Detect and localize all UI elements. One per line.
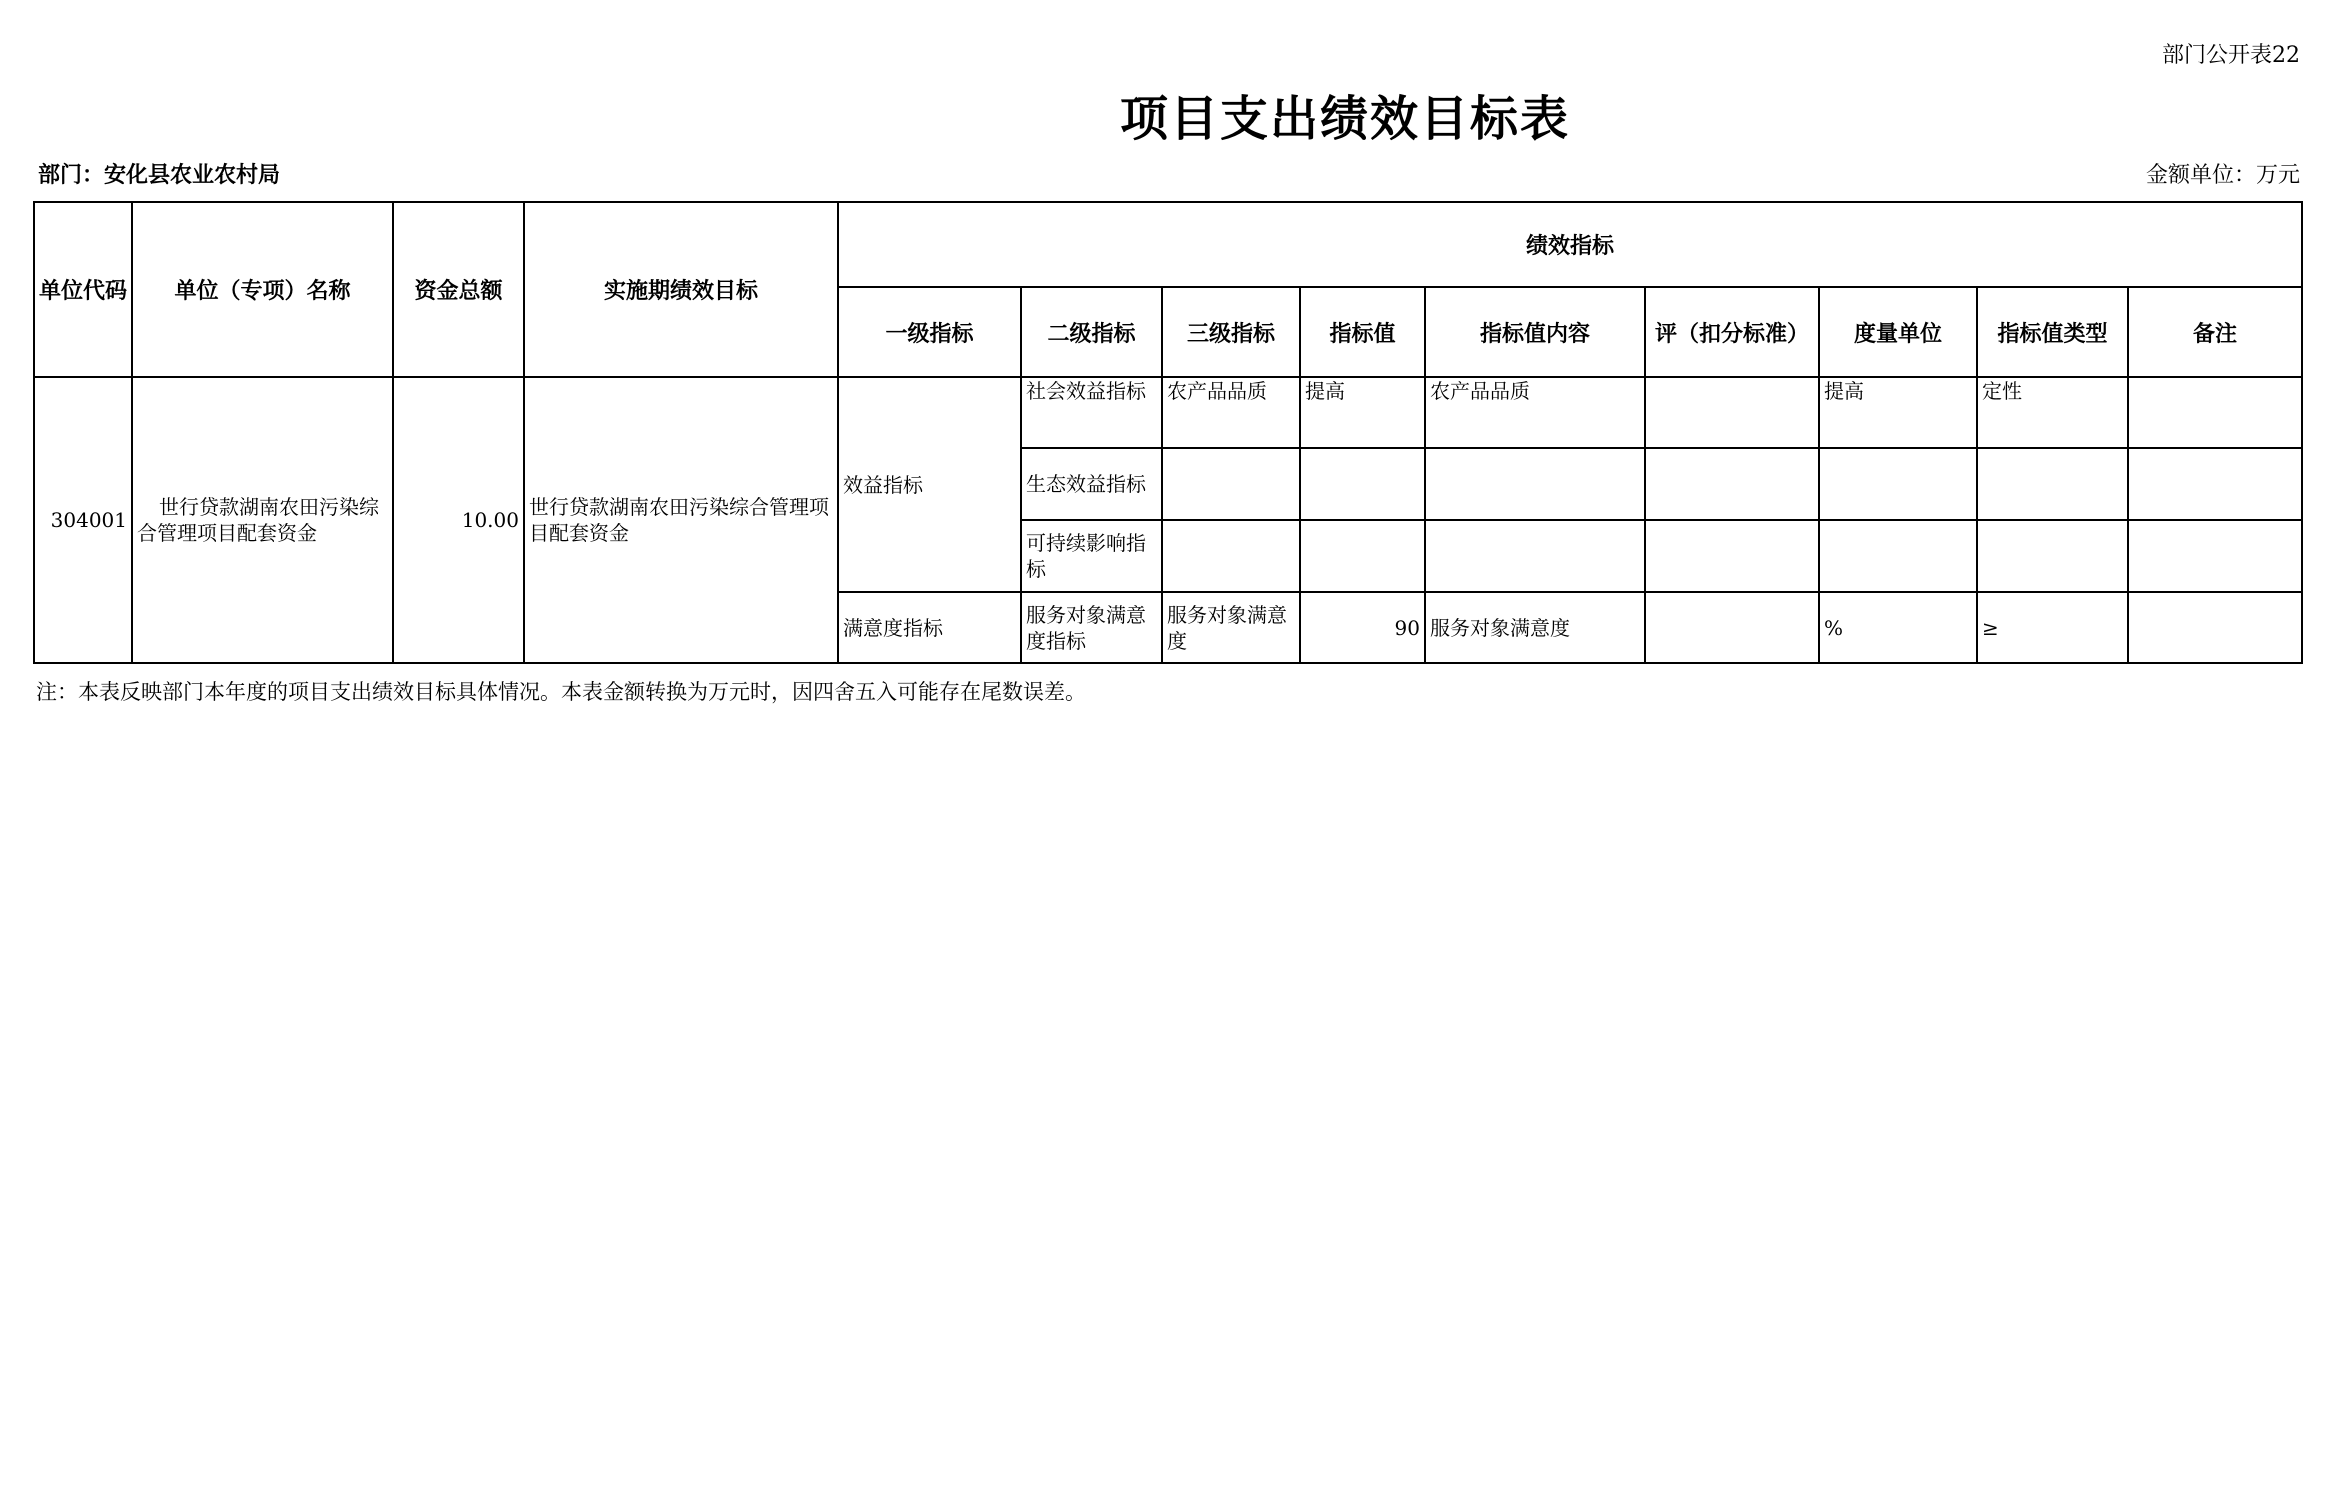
score-standard-cell bbox=[1645, 592, 1819, 663]
header-total-funds: 资金总额 bbox=[393, 202, 524, 377]
score-standard-cell bbox=[1645, 448, 1819, 520]
value-type-cell: 定性 bbox=[1977, 377, 2128, 448]
performance-table bbox=[33, 201, 2303, 664]
value-cell bbox=[1300, 448, 1425, 520]
value-content-cell bbox=[1425, 448, 1645, 520]
table-number-label: 部门公开表22 bbox=[2162, 43, 2300, 68]
level2-cell: 可持续影响指标 bbox=[1021, 520, 1162, 592]
value-cell: 提高 bbox=[1300, 377, 1425, 448]
header-value-content: 指标值内容 bbox=[1425, 287, 1645, 377]
level1-cell: 效益指标 bbox=[838, 377, 1021, 592]
header-unit-code: 单位代码 bbox=[34, 202, 132, 377]
level1-cell: 满意度指标 bbox=[838, 592, 1021, 663]
header-performance: 绩效指标 bbox=[838, 202, 2302, 287]
value-type-cell: ≥ bbox=[1977, 592, 2128, 663]
measure-unit-cell: % bbox=[1819, 592, 1977, 663]
level3-cell bbox=[1162, 520, 1300, 592]
remark-cell bbox=[2128, 592, 2302, 663]
measure-unit-cell: 提高 bbox=[1819, 377, 1977, 448]
total-funds-cell: 10.00 bbox=[393, 377, 524, 663]
header-value-type: 指标值类型 bbox=[1977, 287, 2128, 377]
value-cell: 90 bbox=[1300, 592, 1425, 663]
level3-cell: 服务对象满意度 bbox=[1162, 592, 1300, 663]
level2-cell: 社会效益指标 bbox=[1021, 377, 1162, 448]
value-content-cell: 服务对象满意度 bbox=[1425, 592, 1645, 663]
header-level1: 一级指标 bbox=[838, 287, 1021, 377]
header-level2: 二级指标 bbox=[1021, 287, 1162, 377]
header-score-standard: 评（扣分标准） bbox=[1645, 287, 1819, 377]
goal-cell: 世行贷款湖南农田污染综合管理项目配套资金 bbox=[524, 377, 838, 663]
header-remark: 备注 bbox=[2128, 287, 2302, 377]
header-measure-unit: 度量单位 bbox=[1819, 287, 1977, 377]
unit-code-cell: 304001 bbox=[34, 377, 132, 663]
value-type-cell bbox=[1977, 520, 2128, 592]
value-content-cell bbox=[1425, 520, 1645, 592]
header-goal: 实施期绩效目标 bbox=[524, 202, 838, 377]
unit-name-cell: 世行贷款湖南农田污染综合管理项目配套资金 bbox=[132, 377, 393, 663]
value-content-cell: 农产品品质 bbox=[1425, 377, 1645, 448]
header-unit-name: 单位（专项）名称 bbox=[132, 202, 393, 377]
measure-unit-cell bbox=[1819, 520, 1977, 592]
table-row bbox=[34, 377, 2302, 448]
measure-unit-cell bbox=[1819, 448, 1977, 520]
header-value: 指标值 bbox=[1300, 287, 1425, 377]
remark-cell bbox=[2128, 377, 2302, 448]
header-level3: 三级指标 bbox=[1162, 287, 1300, 377]
amount-unit-label: 金额单位：万元 bbox=[2145, 163, 2300, 188]
value-type-cell bbox=[1977, 448, 2128, 520]
level3-cell: 农产品品质 bbox=[1162, 377, 1300, 448]
remark-cell bbox=[2128, 448, 2302, 520]
level3-cell bbox=[1162, 448, 1300, 520]
score-standard-cell bbox=[1645, 377, 1819, 448]
footnote: 注：本表反映部门本年度的项目支出绩效目标具体情况。本表金额转换为万元时，因四舍五入可能存在尾数误差。 bbox=[36, 680, 1086, 704]
department-label: 部门：安化县农业农村局 bbox=[38, 162, 281, 188]
value-cell bbox=[1300, 520, 1425, 592]
level2-cell: 服务对象满意度指标 bbox=[1021, 592, 1162, 663]
score-standard-cell bbox=[1645, 520, 1819, 592]
page-title: 项目支出绩效目标表 bbox=[1119, 91, 1570, 147]
remark-cell bbox=[2128, 520, 2302, 592]
level2-cell: 生态效益指标 bbox=[1021, 448, 1162, 520]
